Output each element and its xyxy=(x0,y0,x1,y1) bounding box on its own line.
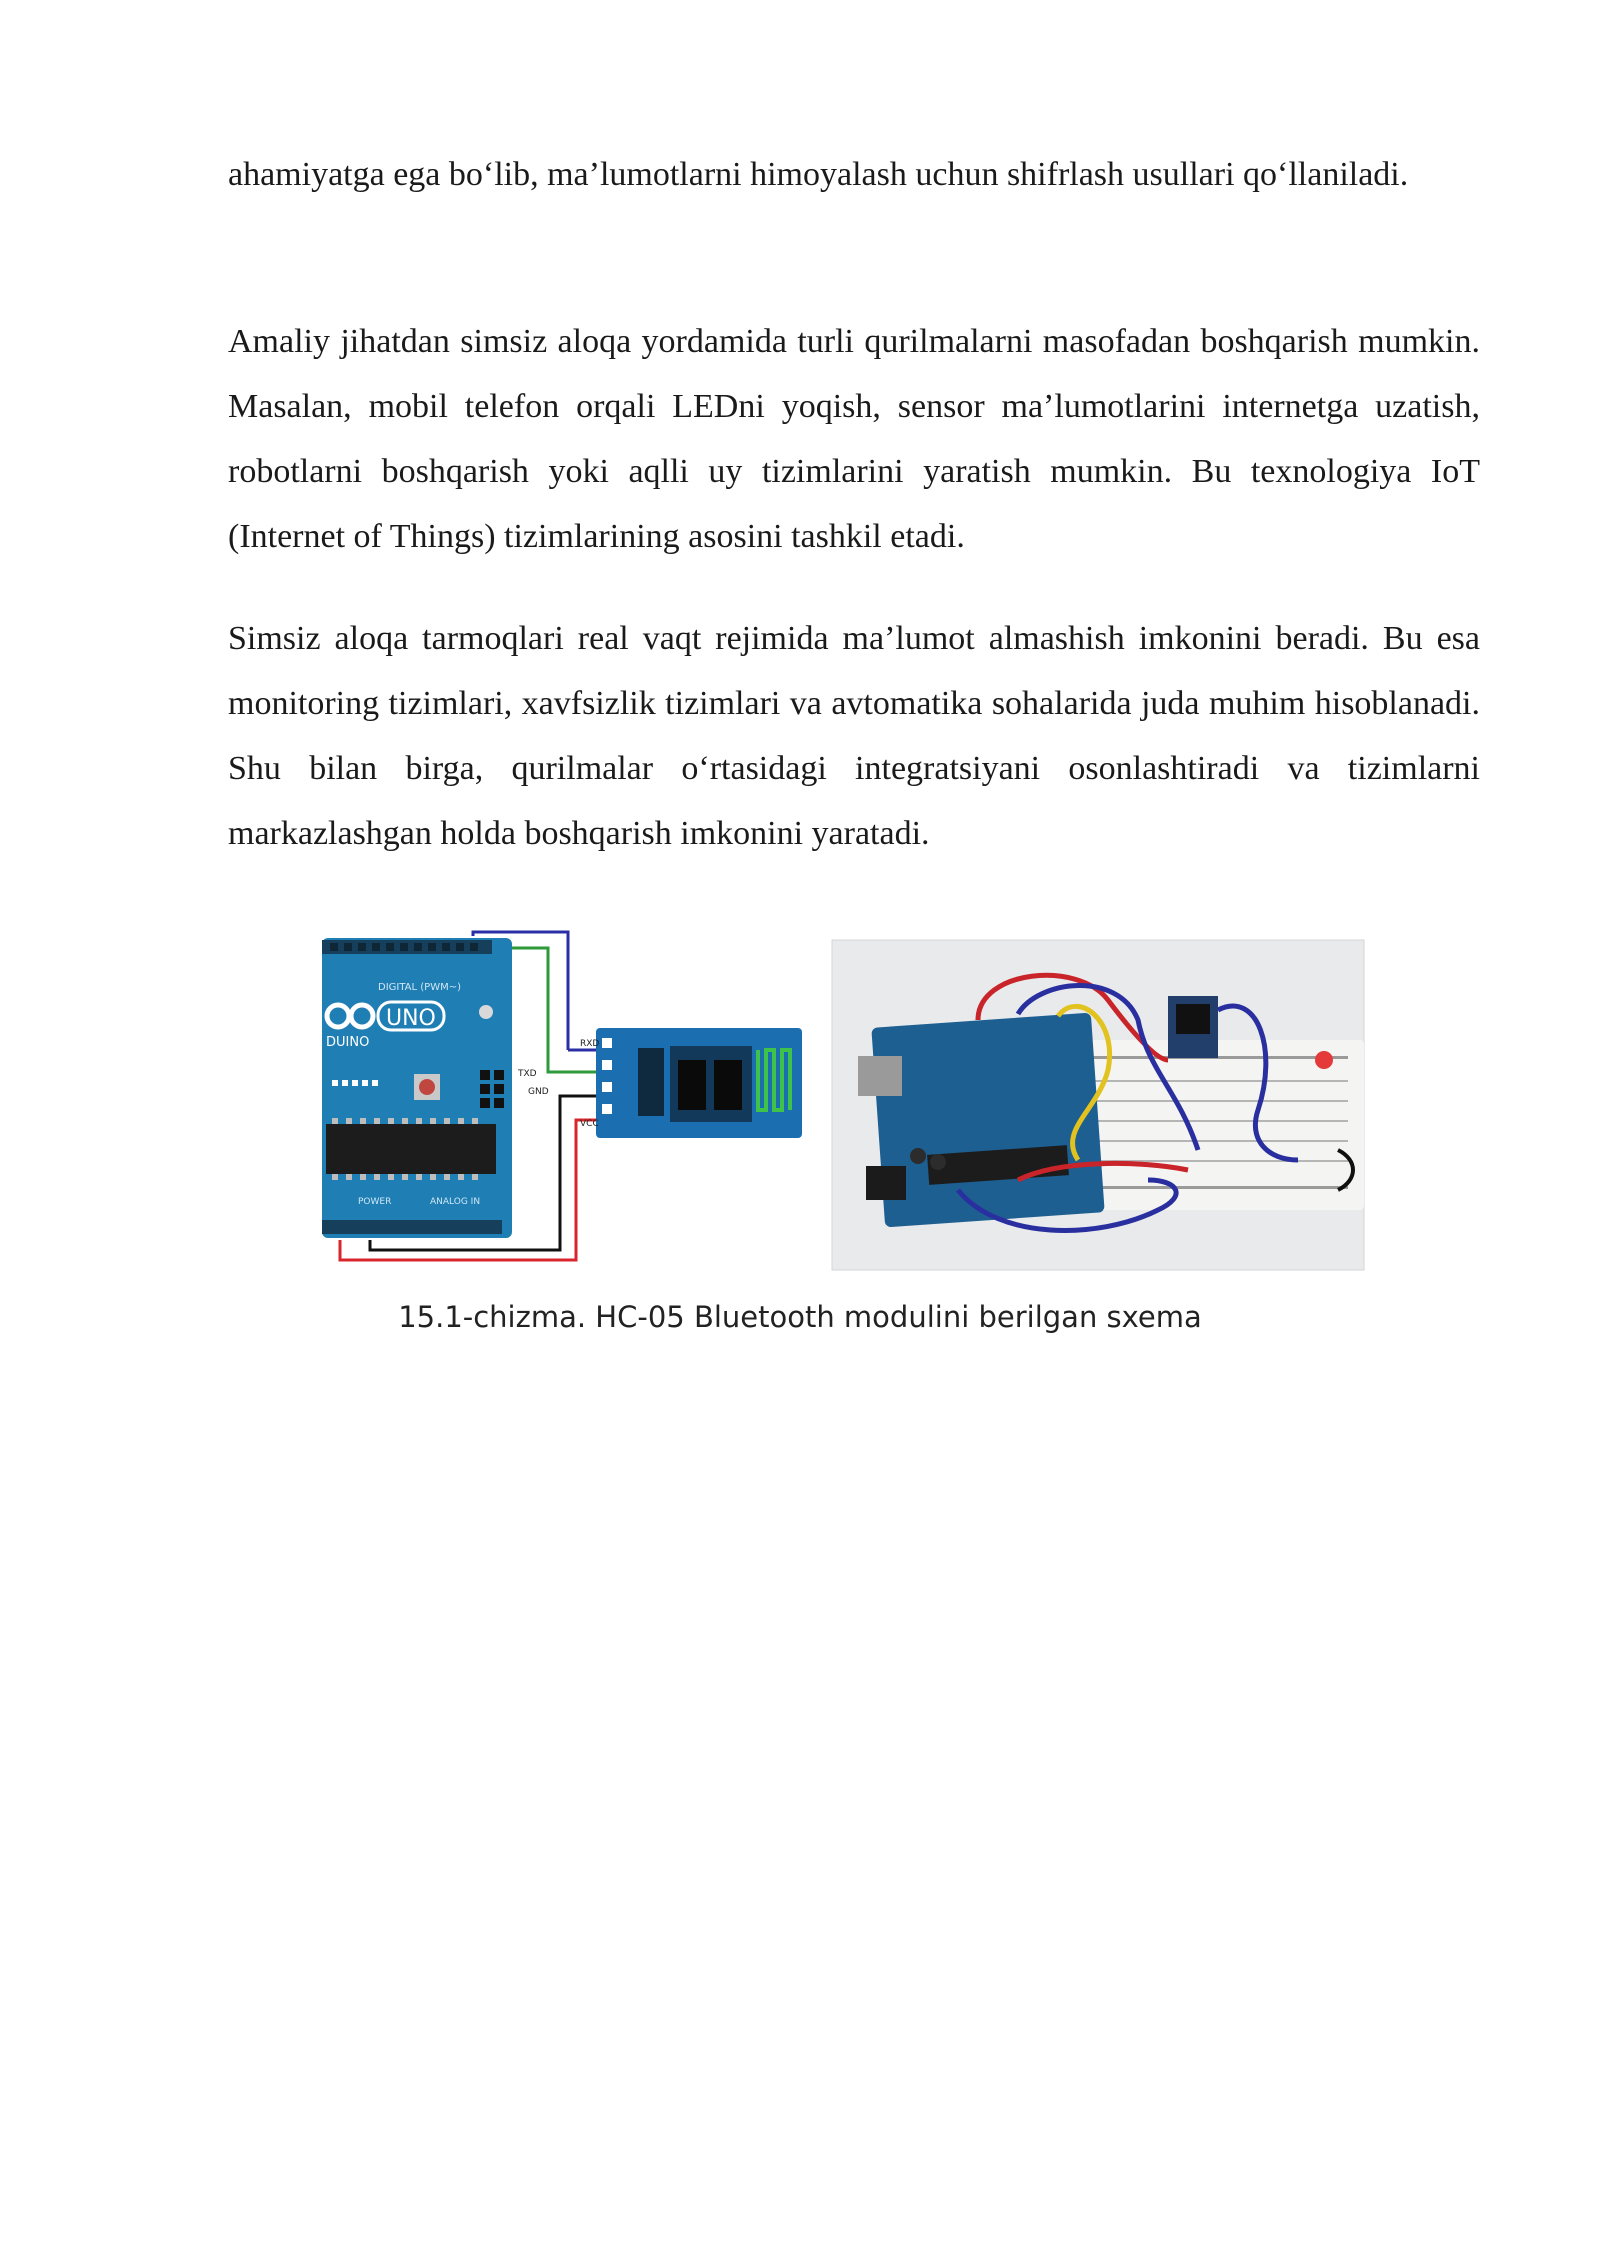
board-brand: DUINO xyxy=(326,1035,370,1050)
pin-rxd: RXD xyxy=(580,1039,600,1049)
breadboard-photo xyxy=(832,940,1364,1270)
microcontroller-chip xyxy=(326,1124,496,1174)
power-label: POWER xyxy=(358,1197,392,1207)
analog-label: ANALOG IN xyxy=(430,1197,481,1207)
wiring-diagram xyxy=(322,932,802,1260)
paragraph-3: Simsiz aloqa tarmoqlari real vaqt rejimida ma’lumot almashish imkonini beradi. Bu esa monitoring tizimlari, xavfsizlik tizimlari va avtomatika sohalarida juda muhim hisoblanadi. Shu bilan birga, qurilmalar o‘rtasidagi integratsiyani osonlashtiradi va tizimlarni markazlashgan holda boshqarish imkonini yaratadi. xyxy=(228,620,1480,852)
figure-caption: 15.1-chizma. HC-05 Bluetooth modulini berilgan sxema xyxy=(398,1300,1202,1334)
pin-txd: TXD xyxy=(518,1069,537,1079)
board-label: UNO xyxy=(386,1006,436,1031)
pin-vcc: VCC xyxy=(580,1119,599,1129)
figure-hc05-schematic xyxy=(318,910,1378,1290)
paragraph-1: ahamiyatga ega bo‘lib, ma’lumotlarni himoyalash uchun shifrlash usullari qo‘llaniladi. xyxy=(228,156,1409,193)
pin-gnd: GND xyxy=(528,1087,549,1097)
arduino-photo-board xyxy=(871,1013,1104,1228)
digital-label: DIGITAL (PWM~) xyxy=(378,982,461,993)
paragraph-2: Amaliy jihatdan simsiz aloqa yordamida turli qurilmalarni masofadan boshqarish mumkin. Masalan, mobil telefon orqali LEDni yoqish, sensor ma’lumotlarini internetga uzatish, robotlarni boshqarish yoki aqlli uy tizimlarini yaratish mumkin. Bu texnologiya IoT (Internet of Things) tizimlarining asosini tashkil etadi. xyxy=(228,323,1480,555)
